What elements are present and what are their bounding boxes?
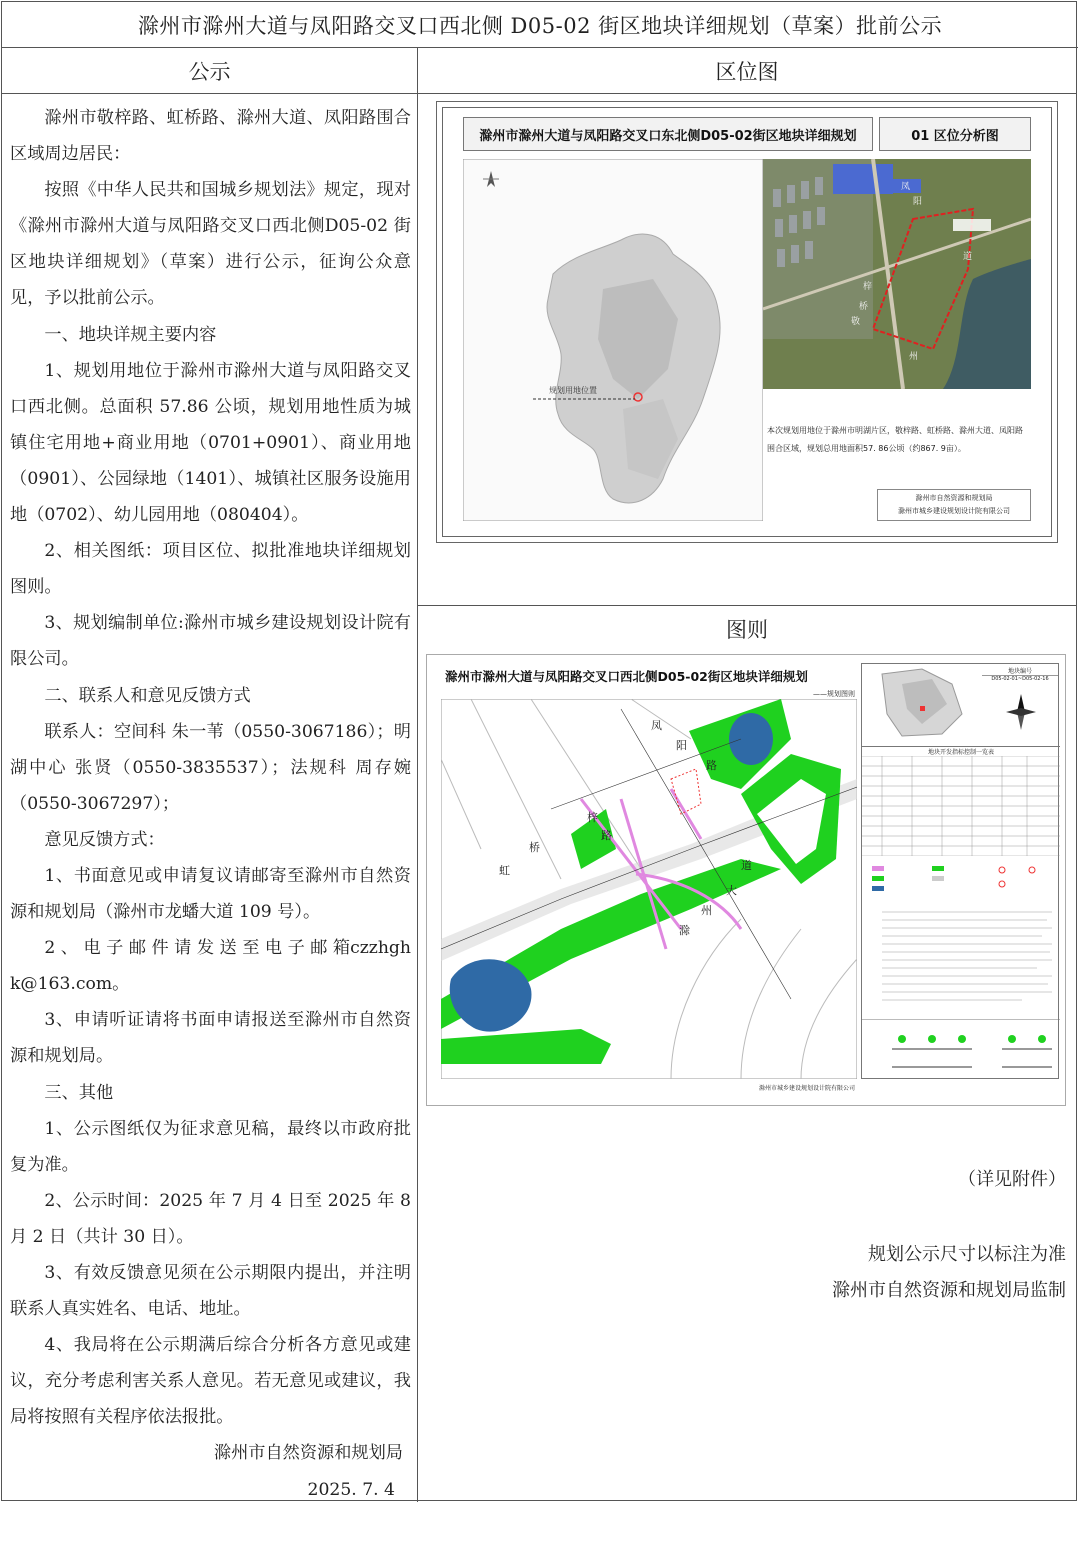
attachment-note: （详见附件） <box>958 1169 1066 1190</box>
svg-text:州: 州 <box>701 904 712 917</box>
svg-text:阳: 阳 <box>913 197 923 207</box>
svg-text:虹: 虹 <box>499 864 510 877</box>
signature-date: 2025. 7. 4 <box>307 1479 395 1500</box>
plan-side-panel <box>861 663 1059 1079</box>
maps-column <box>418 48 1076 1502</box>
svg-text:凤: 凤 <box>651 719 662 732</box>
location-map-sheet: 01 区位分析图 <box>879 117 1031 151</box>
plot-index-value: D05-02-01~D05-02-16 <box>991 676 1049 682</box>
svg-text:滁: 滁 <box>679 924 690 937</box>
notice-section-heading: 一、地块详规主要内容 <box>44 324 217 345</box>
plan-map-title: 滁州市滁州大道与凤阳路交叉口西北侧D05-02街区地块详细规划 <box>437 663 859 689</box>
notice-paragraph: 1、书面意见或申请复议请邮寄至滁州市自然资源和规划局（滁州市龙蟠大道 109 号）。 <box>10 865 411 923</box>
svg-text:桥: 桥 <box>859 302 869 312</box>
plan-map-heading: 图则 <box>726 618 768 642</box>
location-map-heading: 区位图 <box>418 48 1076 94</box>
page-title: 滁州市滁州大道与凤阳路交叉口西北侧 D05-02 街区地块详细规划（草案）批前公示 <box>2 2 1078 48</box>
svg-text:桥: 桥 <box>529 841 540 854</box>
plan-drawing <box>441 699 857 1079</box>
notice-email: 2 、 电 子 邮 件 请 发 送 至 电 子 邮 箱czzhghk@163.com。 <box>10 938 411 995</box>
dimension-note: 规划公示尺寸以标注为准 <box>868 1244 1066 1265</box>
svg-text:梓: 梓 <box>587 811 598 824</box>
notice-paragraph: 2、公示时间：2025 年 7 月 4 日至 2025 年 8 月 2 日（共计 30 日）。 <box>10 1190 411 1247</box>
notice-paragraph: 1、规划用地位于滁州市滁州大道与凤阳路交叉口西北侧。总面积 57.86 公顷，规划用地性质为城镇住宅用地+商业用地（0701+0901）、商业用地（0901）、公园绿地（1401）、城镇社区服务设施用地（0702）、幼儿园用地（080404）。 <box>10 360 411 526</box>
notice-paragraph: 3、有效反馈意见须在公示期限内提出，并注明联系人真实姓名、电话、地址。 <box>10 1263 411 1320</box>
svg-text:敬: 敬 <box>851 317 861 327</box>
plan-map-org: 滁州市城乡建设规划设计院有限公司 <box>758 1085 855 1092</box>
notice-paragraph: 4、我局将在公示期满后综合分析各方意见或建议，充分考虑利害关系人意见。若无意见或建议，我局将按照有关程序依法报批。 <box>10 1335 411 1428</box>
city-map <box>463 159 763 521</box>
location-map-org1: 滁州市自然资源和规划局 <box>915 494 993 502</box>
notice-frame <box>1 1 1077 1501</box>
svg-text:道: 道 <box>741 859 752 872</box>
notice-body <box>2 94 417 1508</box>
legend-block <box>862 860 1060 900</box>
notice-contacts: 联系人：空间科 朱一苇（0550-3067186）；明湖中心 张贤（0550-3835537）；法规科 周存婉（0550-3067297）； <box>10 721 411 814</box>
satellite-image <box>763 159 1031 389</box>
svg-text:道: 道 <box>963 252 973 262</box>
signature: 滁州市自然资源和规划局 <box>213 1443 403 1464</box>
svg-text:阳: 阳 <box>676 739 687 752</box>
notice-paragraph: 3、规划编制单位:滁州市城乡建设规划设计院有限公司。 <box>10 613 411 670</box>
notice-column <box>2 48 418 1502</box>
location-map-org2: 滁州市城乡建设规划设计院有限公司 <box>898 507 1010 515</box>
svg-text:梓: 梓 <box>863 282 873 292</box>
svg-text:路: 路 <box>706 759 717 772</box>
location-map-credits <box>877 489 1031 521</box>
notice-paragraph: 按照《中华人民共和国城乡规划法》规定，现对《滁州市滁州大道与凤阳路交叉口西北侧D05-02 街区地块详细规划》（草案）进行公示，征询公众意见，予以批前公示。 <box>10 180 411 309</box>
notice-heading: 公示 <box>2 48 417 94</box>
plot-index-label: 地块编号 <box>982 666 1058 676</box>
plan-map <box>426 654 1066 1106</box>
notice-paragraph: 2、相关图纸：项目区位、拟批准地块详细规划图则。 <box>10 541 411 598</box>
plan-map-subtitle: ——规划图则 <box>813 690 855 698</box>
location-map-title: 滁州市滁州大道与凤阳路交叉口东北侧D05-02街区地块详细规划 <box>463 117 873 151</box>
notice-paragraph: 3、申请听证请将书面申请报送至滁州市自然资源和规划局。 <box>10 1010 411 1067</box>
svg-text:州: 州 <box>909 352 919 362</box>
location-description: 本次规划用地位于滁州市明湖片区，敬梓路、虹桥路、滁州大道、凤阳路围合区域，规划总用地面积57. 86公顷（约867. 9亩）。 <box>767 426 1023 453</box>
supervisor-note: 滁州市自然资源和规划局监制 <box>832 1280 1066 1301</box>
svg-text:大: 大 <box>726 884 737 897</box>
indicator-table <box>862 756 1060 856</box>
index-map <box>862 664 980 744</box>
location-map-section <box>418 94 1076 606</box>
road-sections <box>862 1019 1060 1077</box>
svg-text:凤: 凤 <box>901 182 911 192</box>
indicator-table-title: 地块开发指标控制一览表 <box>862 746 1060 756</box>
notice-section-heading: 三、其他 <box>44 1082 114 1103</box>
notice-paragraph: 滁州市敬梓路、虹桥路、滁州大道、凤阳路围合区域周边居民： <box>10 108 411 165</box>
svg-text:路: 路 <box>601 829 612 842</box>
location-map <box>436 101 1058 543</box>
compass-icon <box>1004 692 1038 732</box>
notice-paragraph: 1、公示图纸仅为征求意见稿，最终以市政府批复为准。 <box>10 1118 411 1175</box>
notice-paragraph: 意见反馈方式： <box>44 829 165 850</box>
notice-section-heading: 二、联系人和意见反馈方式 <box>44 685 251 706</box>
planning-notes <box>862 904 1060 1014</box>
site-location-label: 规划用地位置 <box>549 386 597 395</box>
